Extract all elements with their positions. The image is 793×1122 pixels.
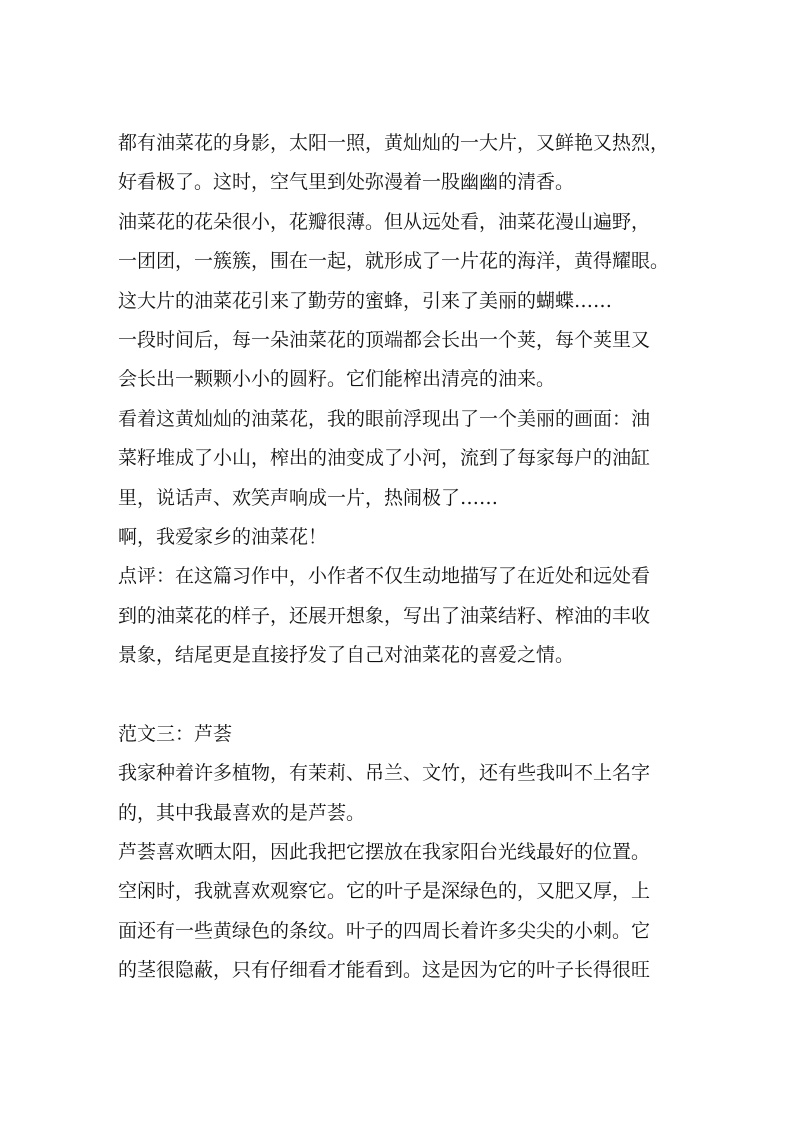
paragraph — [118, 321, 678, 400]
blank-line — [118, 675, 678, 714]
commentary-paragraph — [118, 557, 678, 675]
text-line: 的茎很隐蔽，只有仔细看才能看到。这是因为它的叶子长得很旺 — [118, 959, 651, 982]
paragraph — [118, 400, 678, 518]
document-body — [118, 124, 678, 991]
text-line: 看着这黄灿灿的油菜花，我的眼前浮现出了一个美丽的画面：油 — [118, 407, 651, 430]
paragraph — [118, 754, 678, 833]
text-line: 好看极了。这时，空气里到处弥漫着一股幽幽的清香。 — [118, 171, 575, 194]
paragraph — [118, 203, 678, 321]
text-line: 芦荟喜欢晒太阳，因此我把它摆放在我家阳台光线最好的位置。 — [118, 841, 651, 864]
paragraph — [118, 518, 678, 557]
paragraph — [118, 124, 678, 203]
text-line: 啊，我爱家乡的油菜花！ — [118, 525, 328, 548]
text-line: 到的油菜花的样子，还展开想象，写出了油菜结籽、榨油的丰收 — [118, 604, 651, 627]
text-line: 一段时间后，每一朵油菜花的顶端都会长出一个荚，每个荚里又 — [118, 328, 651, 351]
text-line: 都有油菜花的身影，太阳一照，黄灿灿的一大片，又鲜艳又热烈， — [118, 132, 670, 154]
text-line: 这大片的油菜花引来了勤劳的蜜蜂，引来了美丽的蝴蝶…… — [118, 289, 613, 312]
text-line: 油菜花的花朵很小，花瓣很薄。但从远处看，油菜花漫山遍野， — [118, 210, 651, 233]
text-line: 景象，结尾更是直接抒发了自己对油菜花的喜爱之情。 — [118, 644, 575, 667]
text-line: 的，其中我最喜欢的是芦荟。 — [118, 801, 366, 824]
section-title: 范文三：芦荟 — [118, 722, 233, 745]
paragraph — [118, 833, 678, 991]
text-line: 空闲时，我就喜欢观察它。它的叶子是深绿色的，又肥又厚，上 — [118, 880, 651, 903]
text-line: 会长出一颗颗小小的圆籽。它们能榨出清亮的油来。 — [118, 368, 556, 391]
text-line: 菜籽堆成了小山，榨出的油变成了小河，流到了每家每户的油缸 — [118, 447, 651, 470]
text-line: 里，说话声、欢笑声响成一片，热闹极了…… — [118, 486, 499, 509]
text-line: 一团团，一簇簇，围在一起，就形成了一片花的海洋，黄得耀眼。 — [118, 250, 670, 273]
text-line: 点评：在这篇习作中，小作者不仅生动地描写了在近处和远处看 — [118, 565, 651, 588]
text-line: 我家种着许多植物，有茉莉、吊兰、文竹，还有些我叫不上名字 — [118, 762, 651, 785]
text-line: 面还有一些黄绿色的条纹。叶子的四周长着许多尖尖的小刺。它 — [118, 919, 651, 942]
